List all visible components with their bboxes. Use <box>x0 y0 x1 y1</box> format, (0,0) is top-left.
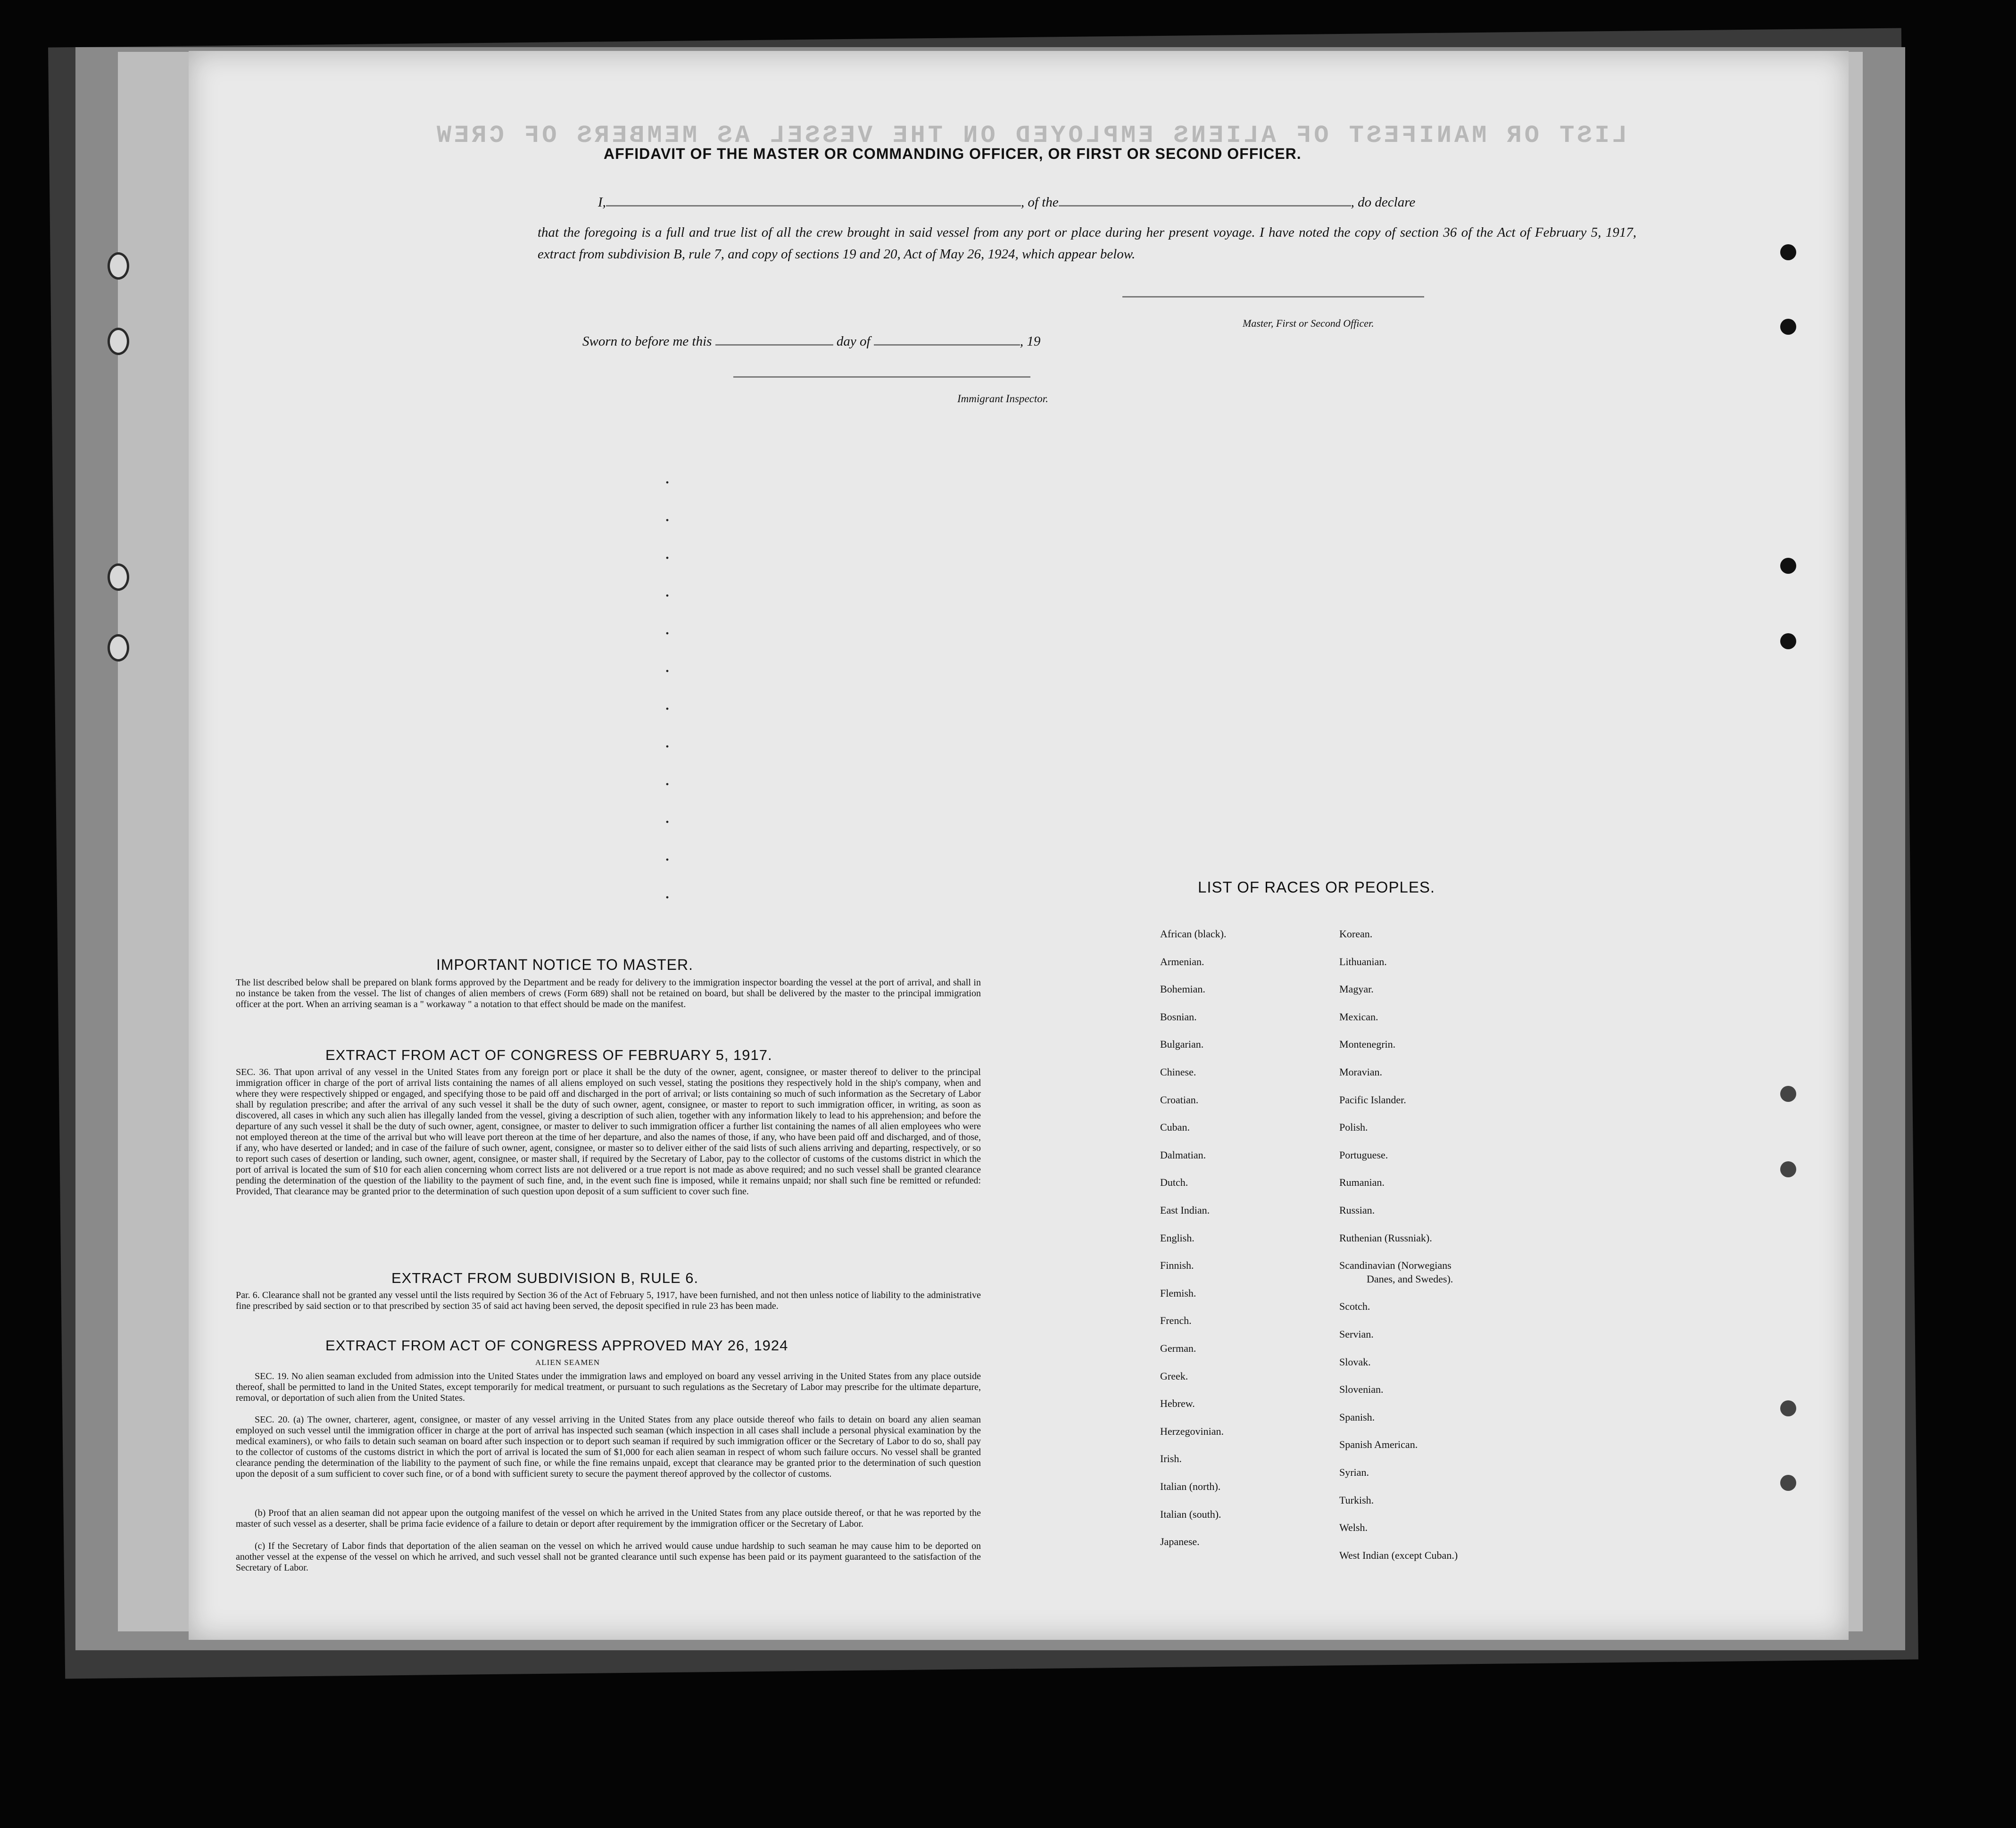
race-item: Bohemian. <box>1160 983 1205 995</box>
name-blank[interactable] <box>606 205 1021 207</box>
sec20b-text: (b) Proof that an alien seaman did not appear upon the outgoing manifest of the vessel on which he arrived in the United States from any place outside thereof, or that he was reported by the master of such vessel as a deserter, shall be prima facie evidence of a failure to detain or deport after requirement by the immigration officer or the Secretary of Labor. <box>236 1508 981 1529</box>
inspector-signature-blank[interactable] <box>733 376 1030 378</box>
sworn-year: , 19 <box>1020 334 1041 349</box>
race-item: Servian. <box>1339 1328 1374 1340</box>
race-item: Italian (north). <box>1160 1481 1221 1492</box>
sec20a-text: SEC. 20. (a) The owner, charterer, agent, consignee, or master of any vessel arriving in the United States from any place outside thereof who fails to detain on board any alien seaman employed on such vessel until the immigration officer in charge at the port of arrival has inspected such seaman (which inspection in all cases shall include a personal physical examination by the medical examiners), or who fails to detain such seaman on board after such inspection or to deport such seaman if required by such immigration officer or the Secretary of Labor to do so, shall pay to the collector of customs of the customs district in which the port of arrival is located the sum of $1,000 for each alien seaman in respect of whom such failure occurs. No vessel shall be granted clearance pending the determination of the liability to the payment of such fine, or while the fine remains unpaid, except that clearance may be granted prior to the determination of such question upon the deposit of a sum sufficient to cover such fine, or of a bond with sufficient surety to secure the payment thereof approved by the collector of customs. <box>236 1414 981 1479</box>
extract-1917-body: SEC. 36. That upon arrival of any vessel in the United States from any foreign port or place it shall be the duty of the owner, agent, consignee, or master thereof to deliver to the principal immigration officer in charge of the port of arrival lists containing the names of all aliens employed on such vessel, stating the positions they respectively hold in the ship's company, when and where they were respectively shipped or engaged, and specifying those to be paid off and discharged in the port of arrival; or lists containing so much of such information as the Secretary of Labor shall by regulation prescribe; and after the arrival of any such vessel it shall be the duty of such owner, agent, consignee, or master to report to such immigration officer, in writing, as soon as discovered, all cases in which any such alien has illegally landed from the vessel, giving a description of such alien, together with any information likely to lead to his apprehension; and before the departure of any such vessel it shall be the duty of such owner, agent, consignee, or master to deliver to such immigration officer a further list containing the names of all alien employees who were not employed thereon at the time of the arrival but who will leave port thereon at the time of her departure, and also the names of those, if any, who have been paid off and discharged, and of those, if any, who have deserted or landed; and in case of the failure of such owner, agent, consignee, or master so to deliver either of the said lists of such aliens arriving and departing, respectively, or so to report such cases of desertion or landing, such owner, agent, consignee, or master shall, if required by the Secretary of Labor, pay to the collector of customs of the customs district in which the port of arrival is located the sum of $10 for each alien concerning whom correct lists are not delivered or a true report is not made as above required; and no such vessel shall be granted clearance pending the determination of the question of the liability to the payment of such fine, and, in the event such fine is imposed, while it remains unpaid; nor shall such fine be remitted or refunded: Provided, That clearance may be granted prior to the determination of such question upon deposit of a sum sufficient to cover such fine. <box>236 1067 981 1197</box>
sec20c-text: (c) If the Secretary of Labor finds that deportation of the alien seaman on the vessel on which he arrived would cause undue hardship to such seaman he may cause him to be deported on another vessel at the expense of the vessel on which he arrived, and such vessel shall not be granted clearance until such expense has been paid or its payment guaranteed to the satisfaction of the Secretary of Labor. <box>236 1541 981 1573</box>
alien-seamen-subheading: ALIEN SEAMEN <box>535 1358 600 1367</box>
extract-rule6-body: Par. 6. Clearance shall not be granted any vessel until the lists required by Section 36 of the Act of February 5, 1917, have been furnished, and not then unless notice of liability to the administrative fine prescribed by said section or to that prescribed by section 35 of said act having been served, the deposit specified in rule 23 has been made. <box>236 1290 981 1311</box>
race-item: Japanese. <box>1160 1536 1200 1548</box>
punch-hole <box>1780 319 1796 335</box>
row-marker: . <box>665 655 670 676</box>
row-marker: . <box>665 806 670 827</box>
vessel-blank[interactable] <box>1059 205 1351 207</box>
race-item: Ruthenian (Russniak). <box>1339 1232 1432 1244</box>
race-item: African (black). <box>1160 928 1227 940</box>
row-marker: . <box>665 542 670 563</box>
race-item: West Indian (except Cuban.) <box>1339 1549 1458 1561</box>
race-item: Danes, and Swedes). <box>1367 1273 1453 1285</box>
sworn-month-blank[interactable] <box>874 344 1020 346</box>
race-item: Herzegovinian. <box>1160 1425 1224 1437</box>
race-item: Irish. <box>1160 1453 1182 1465</box>
extract-rule6-heading: EXTRACT FROM SUBDIVISION B, RULE 6. <box>391 1270 699 1286</box>
race-item: Turkish. <box>1339 1494 1374 1506</box>
race-item: Korean. <box>1339 928 1373 940</box>
race-item: Dutch. <box>1160 1176 1188 1189</box>
notice-body: The list described below shall be prepared on blank forms approved by the Department and be ready for delivery to the immigration inspector boarding the vessel at the port of arrival, and shall in no instance be taken from the vessel. The list of changes of alien members of crews (Form 689) shall not be retained on board, but shall be delivered by the master to the principal immigration officer at the port. When an arriving seaman is a " workaway " a notation to that effect should be made on the manifest. <box>236 977 981 1009</box>
inspector-label: Immigrant Inspector. <box>957 393 1048 405</box>
race-item: Spanish American. <box>1339 1439 1418 1451</box>
race-item: Russian. <box>1339 1204 1375 1216</box>
binder-hole <box>108 563 129 591</box>
row-marker: . <box>665 730 670 752</box>
race-item: Italian (south). <box>1160 1508 1221 1520</box>
race-item: Welsh. <box>1339 1522 1368 1534</box>
affidavit-do-declare: , do declare <box>1351 195 1416 210</box>
race-item: Spanish. <box>1339 1411 1375 1423</box>
race-item: Finnish. <box>1160 1259 1194 1272</box>
race-item: Dalmatian. <box>1160 1149 1206 1161</box>
sworn-line <box>582 334 1040 349</box>
race-item: Lithuanian. <box>1339 955 1387 968</box>
punch-hole <box>1780 1086 1796 1102</box>
punch-hole <box>1780 1400 1796 1416</box>
extract-1924-heading: EXTRACT FROM ACT OF CONGRESS APPROVED MAY 26, 1924 <box>325 1337 788 1354</box>
row-marker: . <box>665 881 670 902</box>
race-item: Armenian. <box>1160 955 1204 968</box>
race-item: Mexican. <box>1339 1010 1378 1023</box>
race-item: Scotch. <box>1339 1300 1370 1313</box>
affidavit-declaration-line <box>585 195 1641 210</box>
sworn-day-blank[interactable] <box>715 344 833 346</box>
race-item: Pacific Islander. <box>1339 1093 1406 1106</box>
race-item: Syrian. <box>1339 1466 1369 1478</box>
master-signature-blank[interactable] <box>1122 296 1424 298</box>
master-label: Master, First or Second Officer. <box>1243 317 1374 329</box>
race-item: German. <box>1160 1342 1196 1354</box>
race-item: Greek. <box>1160 1370 1188 1382</box>
race-item: Rumanian. <box>1339 1176 1385 1189</box>
row-marker: . <box>665 466 670 488</box>
notice-heading: IMPORTANT NOTICE TO MASTER. <box>436 956 693 973</box>
row-marker: . <box>665 504 670 525</box>
race-item: Slovenian. <box>1339 1383 1384 1396</box>
race-item: Magyar. <box>1339 983 1374 995</box>
row-marker: . <box>665 693 670 714</box>
bleed-through-title: LIST OR MANIFEST OF ALIENS EMPLOYED ON THE VESSEL AS MEMBERS OF CREW <box>434 122 1627 149</box>
race-item: Montenegrin. <box>1339 1038 1396 1050</box>
affidavit-body: that the foregoing is a full and true list of all the crew brought in said vessel from any port or place during her present voyage. I have noted the copy of section 36 of the Act of February 5, 1917, extract from subdivision B, rule 7, and copy of sections 19 and 20, Act of May 26, 1924, which appear below. <box>538 225 1636 262</box>
race-item: Polish. <box>1339 1121 1368 1133</box>
race-item: East Indian. <box>1160 1204 1210 1216</box>
races-heading: LIST OF RACES OR PEOPLES. <box>1198 878 1435 896</box>
race-item: Cuban. <box>1160 1121 1190 1133</box>
race-item: English. <box>1160 1232 1195 1244</box>
punch-hole <box>1780 244 1796 260</box>
sworn-prefix: Sworn to before me this <box>582 334 712 349</box>
race-item: Croatian. <box>1160 1093 1199 1106</box>
punch-hole <box>1780 558 1796 574</box>
race-item: Flemish. <box>1160 1287 1196 1299</box>
affidavit-heading: AFFIDAVIT OF THE MASTER OR COMMANDING OFFICER, OR FIRST OR SECOND OFFICER. <box>604 145 1302 162</box>
race-item: Slovak. <box>1339 1356 1371 1368</box>
race-item: Chinese. <box>1160 1066 1196 1078</box>
race-item: French. <box>1160 1315 1192 1327</box>
race-item: Hebrew. <box>1160 1398 1195 1410</box>
race-item: Bulgarian. <box>1160 1038 1204 1050</box>
affidavit-i: I, <box>598 195 606 210</box>
affidavit-of-the: , of the <box>1020 195 1059 210</box>
race-item: Bosnian. <box>1160 1010 1197 1023</box>
row-marker: . <box>665 579 670 601</box>
punch-hole <box>1780 1161 1796 1177</box>
race-item: Scandinavian (Norwegians <box>1339 1259 1452 1272</box>
row-marker: . <box>665 768 670 789</box>
punch-hole <box>1780 1475 1796 1491</box>
sec19-text: SEC. 19. No alien seaman excluded from admission into the United States under the immigration laws and employed on board any vessel arriving in the United States from any place outside thereof, shall be permitted to land in the United States, except temporarily for medical treatment, or pursuant to such regulations as the Secretary of Labor may prescribe for the ultimate departure, removal, or deportation of such alien from the United States. <box>236 1371 981 1403</box>
punch-hole <box>1780 633 1796 649</box>
extract-1917-heading: EXTRACT FROM ACT OF CONGRESS OF FEBRUARY 5, 1917. <box>325 1047 772 1063</box>
race-item: Portuguese. <box>1339 1149 1388 1161</box>
race-item: Moravian. <box>1339 1066 1383 1078</box>
sworn-day-of: day of <box>836 334 871 349</box>
binder-hole <box>108 634 129 662</box>
manifest-page <box>189 51 1849 1640</box>
binder-hole <box>108 252 129 280</box>
binder-hole <box>108 328 129 355</box>
row-marker: . <box>665 617 670 638</box>
row-marker: . <box>665 844 670 865</box>
